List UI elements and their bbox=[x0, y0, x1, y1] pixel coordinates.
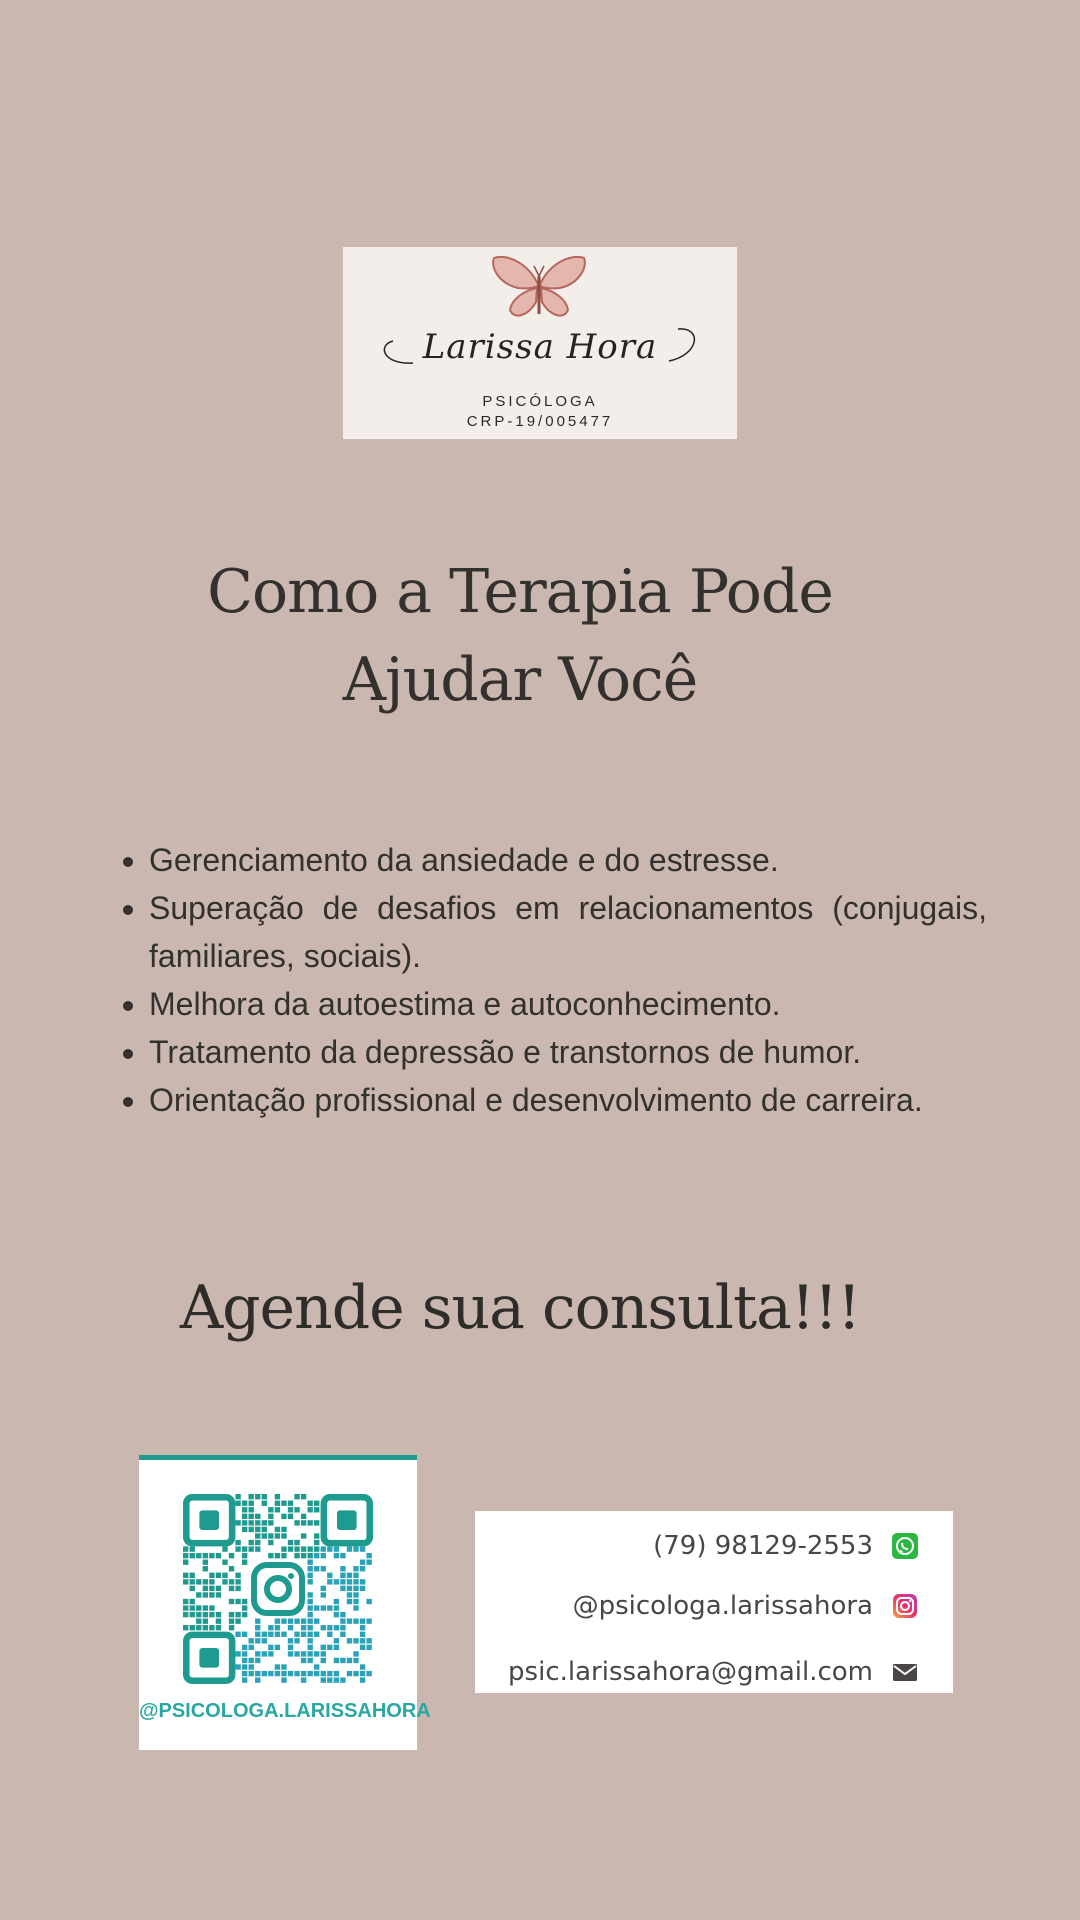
instagram-handle-text: @psicologa.larissahora bbox=[572, 1591, 873, 1621]
contact-instagram[interactable] bbox=[475, 1586, 953, 1626]
qr-caption: @PSICOLOGA.LARISSAHORA bbox=[139, 1700, 431, 1722]
headline bbox=[140, 548, 900, 724]
butterfly-icon bbox=[490, 254, 588, 322]
benefit-item: • Tratamento da depressão e transtornos de humor. bbox=[149, 1028, 987, 1076]
whatsapp-icon bbox=[891, 1532, 919, 1560]
benefit-item: • Superação de desafios em relacionamentos (conjugais, familiares, sociais). bbox=[149, 884, 987, 980]
mail-icon bbox=[891, 1658, 919, 1686]
cropped-heading-fragment bbox=[0, 0, 1080, 20]
instagram-icon bbox=[891, 1592, 919, 1620]
qr-code[interactable] bbox=[183, 1494, 373, 1684]
benefit-item: • Gerenciamento da ansiedade e do estresse. bbox=[149, 836, 987, 884]
benefit-item: • Orientação profissional e desenvolvimento de carreira. bbox=[149, 1076, 987, 1124]
headline-line-1: Como a Terapia Pode bbox=[207, 557, 833, 627]
contact-card bbox=[475, 1511, 953, 1693]
phone-text: (79) 98129-2553 bbox=[653, 1531, 873, 1561]
contact-phone[interactable] bbox=[475, 1526, 953, 1566]
headline-line-2: Ajudar Você bbox=[342, 645, 698, 715]
email-text: psic.larissahora@gmail.com bbox=[508, 1657, 873, 1687]
logo-name: Larissa Hora bbox=[422, 327, 658, 367]
logo-profession: PSICÓLOGA bbox=[482, 393, 598, 410]
logo-card bbox=[343, 247, 737, 439]
benefits-list bbox=[115, 836, 987, 1124]
benefit-item: • Melhora da autoestima e autoconhecimento. bbox=[149, 980, 987, 1028]
qr-card[interactable] bbox=[139, 1455, 431, 1750]
logo-registration: CRP-19/005477 bbox=[466, 413, 614, 430]
cta-heading: Agende sua consulta!!! bbox=[179, 1273, 861, 1343]
contact-email[interactable] bbox=[475, 1652, 953, 1692]
